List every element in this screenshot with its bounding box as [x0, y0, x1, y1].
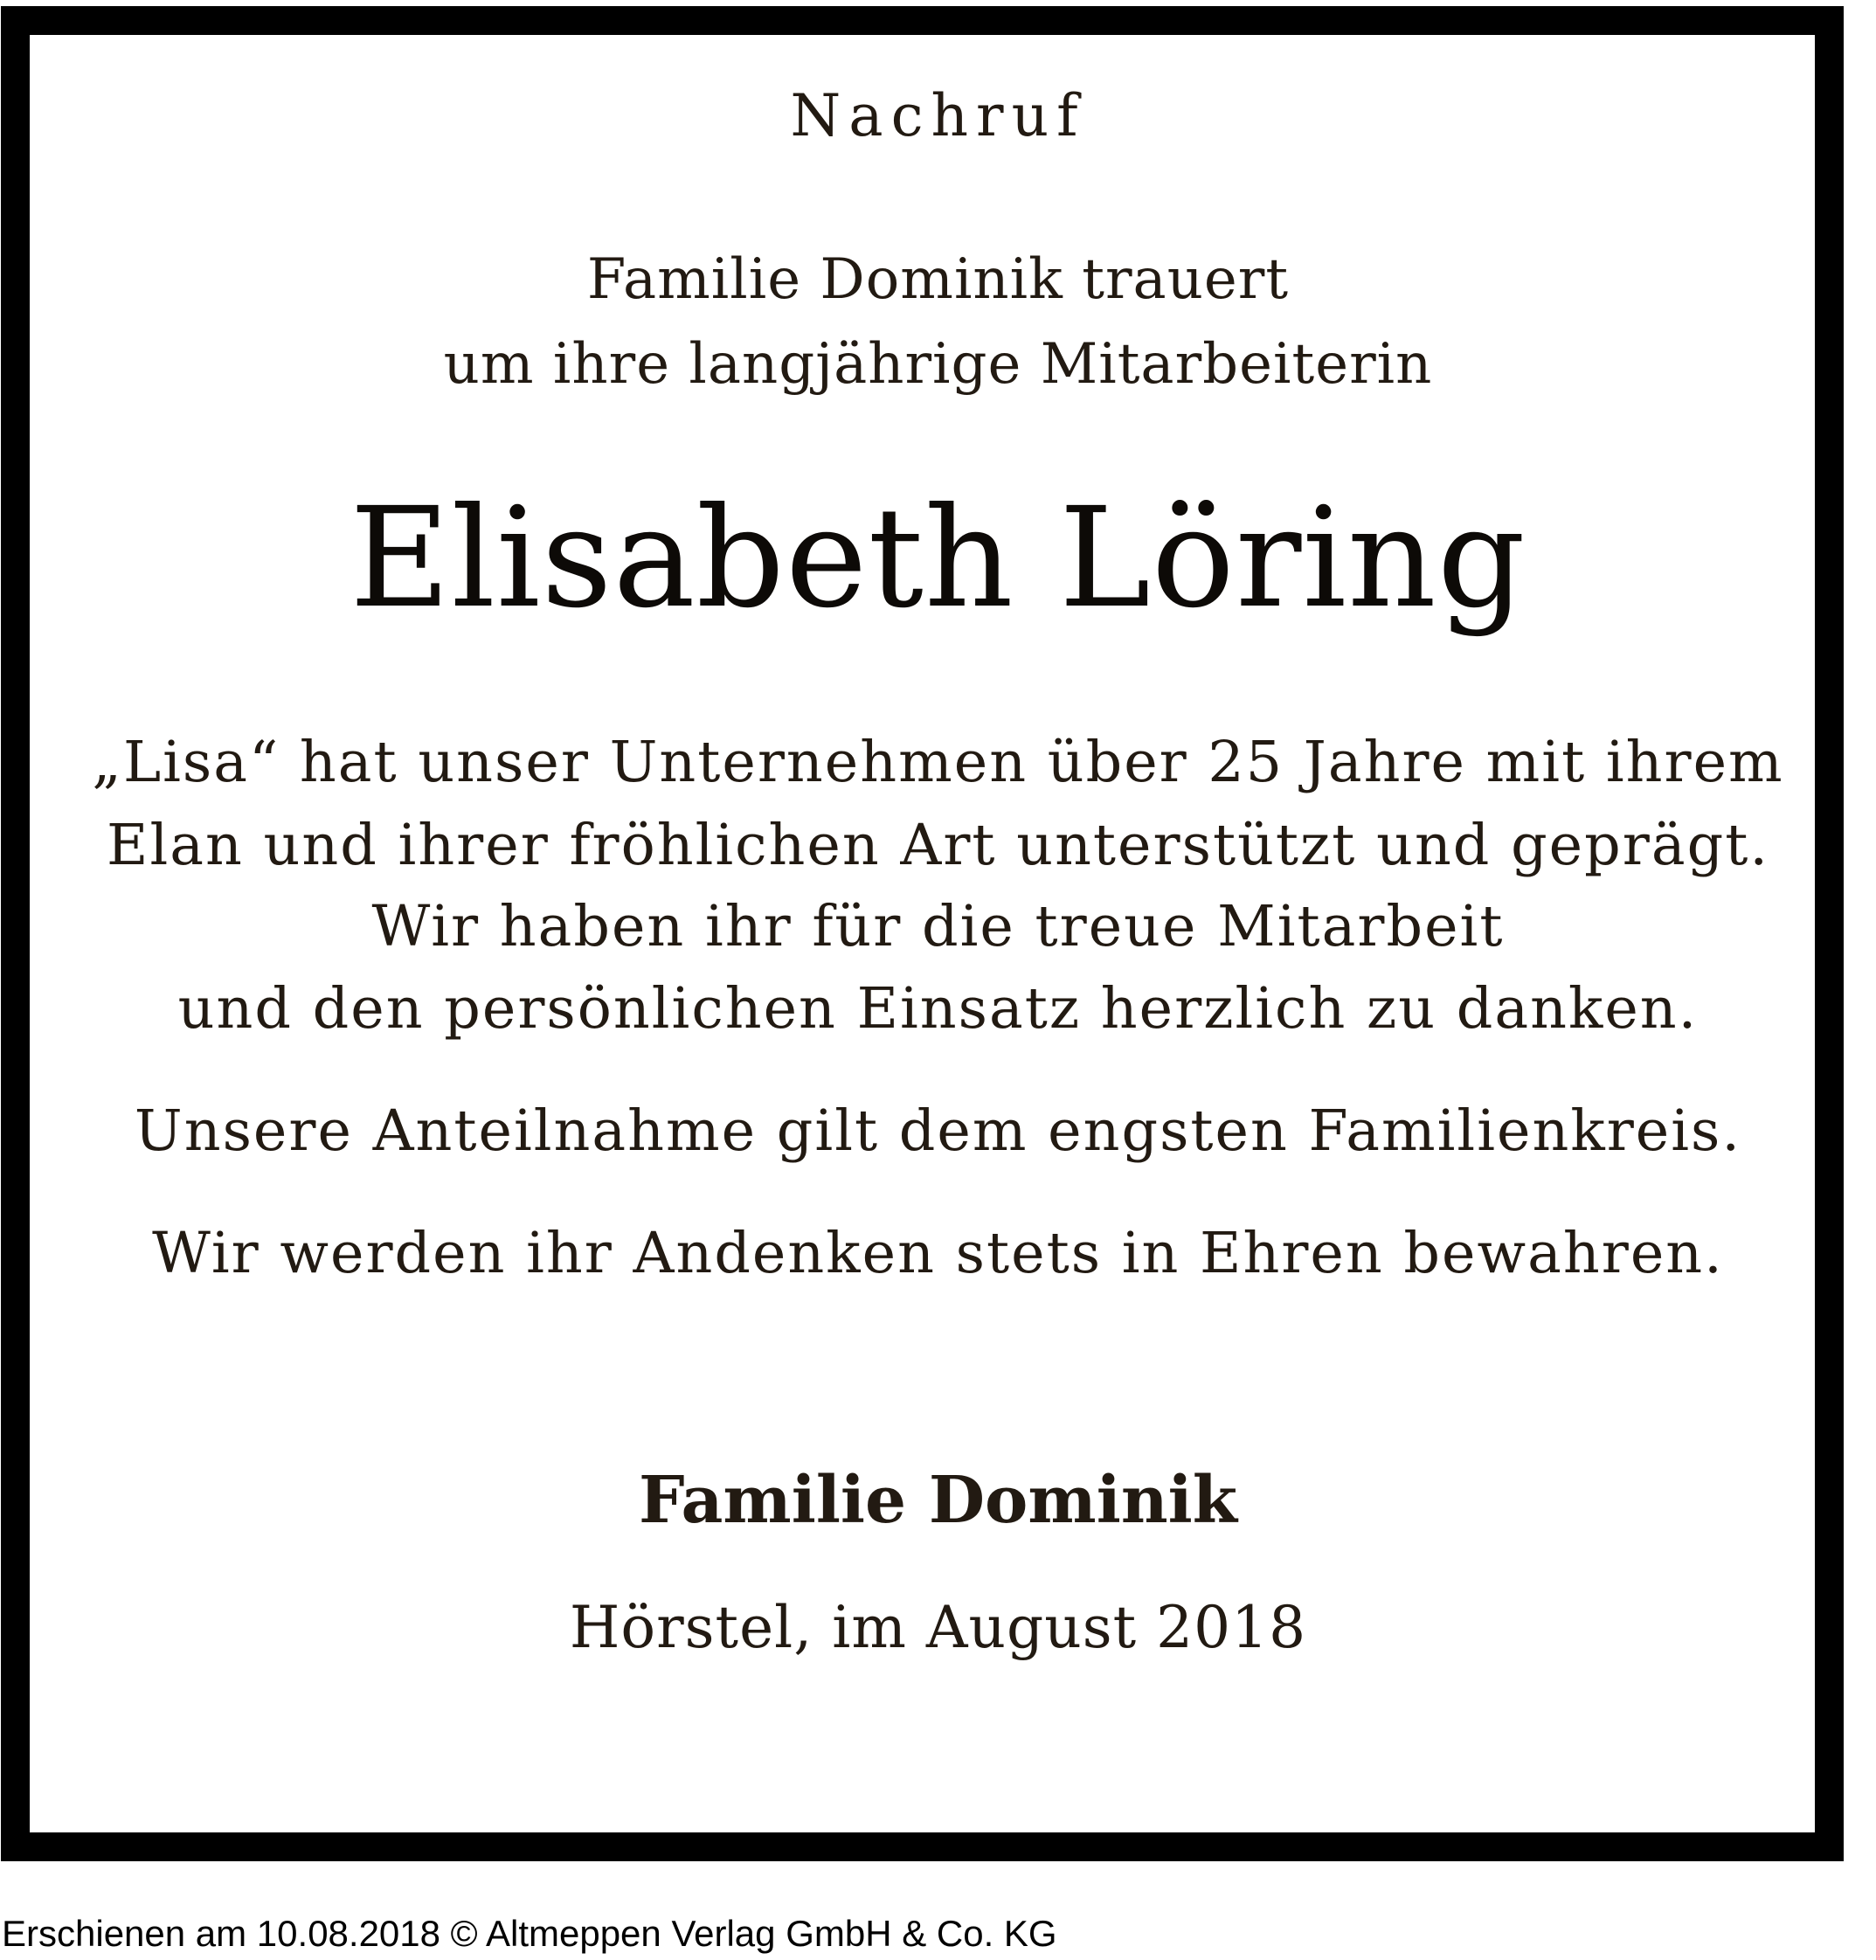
paragraph-line-1: „Lisa“ hat unser Unternehmen über 25 Jahre mit ihrem	[92, 730, 1784, 795]
intro-line-1: Familie Dominik trauert	[586, 247, 1290, 312]
notice-heading: Nachruf	[790, 82, 1086, 149]
signature: Familie Dominik	[638, 1463, 1238, 1538]
remembrance-line: Wir werden ihr Andenken stets in Ehren bewahren.	[152, 1221, 1724, 1286]
paragraph-line-3: Wir haben ihr für die treue Mitarbeit	[371, 894, 1505, 959]
publication-footer: Erschienen am 10.08.2018 © Altmeppen Verlag GmbH & Co. KG	[2, 1913, 1057, 1954]
paragraph-line-2: Elan und ihrer fröhlichen Art unterstützt und geprägt.	[107, 813, 1769, 878]
paragraph-line-4: und den persönlichen Einsatz herzlich zu danken.	[177, 976, 1699, 1042]
sympathy-line: Unsere Anteilnahme gilt dem engsten Familienkreis.	[134, 1098, 1742, 1164]
intro-line-2: um ihre langjährige Mitarbeiterin	[443, 332, 1433, 397]
place-date: Hörstel, im August 2018	[569, 1594, 1307, 1661]
deceased-name: Elisabeth Löring	[350, 478, 1526, 639]
